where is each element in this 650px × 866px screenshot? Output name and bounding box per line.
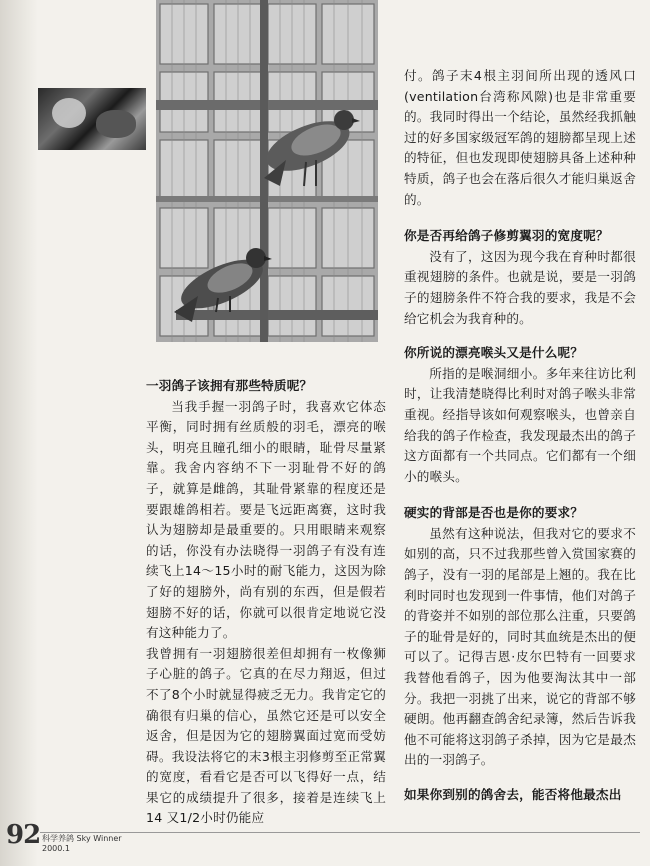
paragraph: 所指的是喉洞细小。多年来往访比利时，让我清楚晓得比利时对鸽子喉头非常重视。经指导该如何观察喉头，也曾亲自给我的鸽子作检查，我发现最杰出的鸽子这方面都有一个共同点。它们都有一个细小的喉头。 xyxy=(404,365,636,484)
thumbnail-shadow xyxy=(96,110,136,138)
section-heading: 如果你到别的鸽舍去，能否将他最杰出 xyxy=(404,787,622,802)
paragraph: 我曾拥有一羽翅膀很差但却拥有一枚像狮子心脏的鸽子。它真的在尽力翔返，但过不了8个小时就显得疲乏无力。我肯定它的确很有归巢的信心，虽然它还是可以安全返舍，但是因为它的翅膀翼面过宽而受妨碍。我设法将它的末3根主羽修剪至正常翼的宽度，看看它是否可以飞得好一点，结果它的成绩提升了很多，接着是连续飞上14 又1/2小时仍能应 xyxy=(146,645,386,826)
page-number: 92 xyxy=(6,820,41,850)
pigeon-photo-illustration xyxy=(156,0,378,342)
right-text-column xyxy=(404,66,636,806)
left-margin-strip xyxy=(0,0,41,866)
magazine-name: 科学养鸽 Sky Winner xyxy=(42,834,122,843)
section-heading: 一羽鸽子该拥有那些特质呢？ xyxy=(146,378,313,393)
section-heading: 你所说的漂亮喉头又是什么呢？ xyxy=(404,345,584,361)
paragraph-continuation: 付。鸽子末4根主羽间所出现的透风口(ventilation台湾称风隙)也是非常重要的。我同时得出一个结论，虽然经我抓触过的好多国家级冠军鸽的翅膀都呈现上述的特征，但也发现即使翅膀具备上述种种特质，鸽子也会在落后很久才能归巢返舍的。 xyxy=(404,68,636,207)
pigeon-photo xyxy=(156,0,378,342)
paragraph: 没有了，这因为现今我在育种时都很重视翅膀的条件。也就是说，要是一羽鸽子的翅膀条件不符合我的要求，我是不会给它机会为我育种的。 xyxy=(404,248,636,326)
section-heading: 硬实的背部是否也是你的要求？ xyxy=(404,505,584,521)
thumbnail-highlight xyxy=(52,98,86,128)
issue-date: 2000.1 xyxy=(42,844,70,853)
thumbnail-photo xyxy=(38,88,146,150)
section-heading: 你是否再给鸽子修剪翼羽的宽度呢？ xyxy=(404,228,609,244)
left-text-column xyxy=(146,376,386,829)
paragraph: 虽然有这种说法，但我对它的要求不如别的高，只不过我那些曾入赏国家赛的鸽子，没有一羽的尾部是上翘的。我在比利时同时也发现到一件事情，他们对鸽子的背姿并不如别的部位那么注重，只要鸽子的耻骨是好的，同时其血统是杰出的便可以了。记得吉恩·皮尔巴特有一回要求我替他看鸽子，因为他要淘汰其中一部分。我把一羽挑了出来，说它的背部不够硬朗。他再翻查鸽舍纪录簿，然后告诉我他不可能将这羽鸽子杀掉，因为它是最杰出的一羽鸽子。 xyxy=(404,525,636,768)
paragraph: 当我手握一羽鸽子时，我喜欢它体态平衡，同时拥有丝质般的羽毛，漂亮的喉头，明亮且瞳孔细小的眼睛，耻骨尽量紧靠。我舍内容纳不下一羽耻骨不好的鸽子，就算是雌鸽，其耻骨紧靠的程度还是要跟雄鸽相若。要是飞远距离赛，这时我认为翅膀却是最重要的。只用眼睛来观察的话，你没有办法晓得一羽鸽子有没有连续飞上14～15小时的耐飞能力，这因为除了好的翅膀外，尚有别的东西，但是假若翅膀不好的话，你就可以很肯定地说它没有这种能力了。 xyxy=(146,398,386,641)
footer-credit xyxy=(42,834,122,854)
footer-rule xyxy=(40,832,640,833)
